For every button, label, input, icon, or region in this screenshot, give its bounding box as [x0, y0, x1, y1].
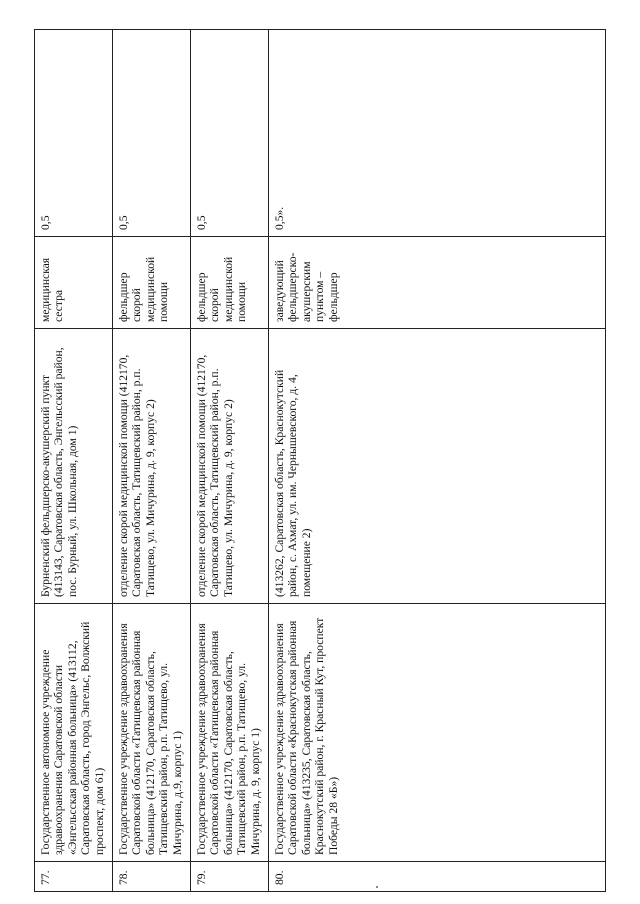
- position-cell: фельдшер скорой медицинской помощи: [113, 237, 191, 329]
- positions-table: [34, 29, 606, 892]
- row-number: 77.: [35, 862, 113, 892]
- table-row: [191, 30, 269, 892]
- subdivision-cell: отделение скорой медицинской помощи (412170, Саратовская область, Татищевский район, р.п. Татищево, ул. Мичурина, д. 9, корпус 2): [113, 329, 191, 604]
- position-cell: медицинская сестра: [35, 237, 113, 329]
- position-cell: заведующий фельдшерско-акушерским пунктом – фельдшер: [269, 237, 606, 329]
- table-row: [35, 30, 113, 892]
- scan-speck: [376, 886, 378, 888]
- subdivision-cell: (413262, Саратовская область, Краснокутский район, с. Ахмат, ул. им. Чернышевского, д. 4, помещение 2): [269, 329, 606, 604]
- organization-cell: Государственное учреждение здравоохранения Саратовской области «Татищевская районная больница» (412170, Саратовская область, Татищевский район, р.п. Татищево, ул. Мичурина, д. 9, корпус 1): [191, 604, 269, 862]
- organization-cell: Государственное автономное учреждение здравоохранения Саратовской области «Энгельсская районная больница» (413112, Саратовская область, город Энгельс, Волжский проспект, дом 61): [35, 604, 113, 862]
- rate-cell: 0,5: [35, 30, 113, 237]
- organization-cell: Государственное учреждение здравоохранения Саратовской области «Краснокутская районная больница» (413235, Саратовская область, Краснокутский район, г. Красный Кут, проспект Победы 28 «Б»): [269, 604, 606, 862]
- subdivision-cell: Бурненский фельдшерско-акушерский пункт (413143, Саратовская область, Энгельсский район, пос. Бурный, ул. Школьная, дом 1): [35, 329, 113, 604]
- position-cell: фельдшер скорой медицинской помощи: [191, 237, 269, 329]
- table-row: [113, 30, 191, 892]
- table-row: [269, 30, 606, 892]
- organization-cell: Государственное учреждение здравоохранения Саратовской области «Татищевская районная больница» (412170, Саратовская область, Татищевский район, р.п. Татищево, ул. Мичурина, д.9, корпус 1): [113, 604, 191, 862]
- rate-cell: 0,5: [113, 30, 191, 237]
- row-number: 78.: [113, 862, 191, 892]
- rate-cell: 0,5».: [269, 30, 606, 237]
- rotated-page: [34, 30, 606, 892]
- row-number: 80.: [269, 862, 606, 892]
- subdivision-cell: отделение скорой медицинской помощи (412170, Саратовская область, Татищевский район, р.п. Татищево, ул. Мичурина, д. 9, корпус 2): [191, 329, 269, 604]
- rate-cell: 0,5: [191, 30, 269, 237]
- row-number: 79.: [191, 862, 269, 892]
